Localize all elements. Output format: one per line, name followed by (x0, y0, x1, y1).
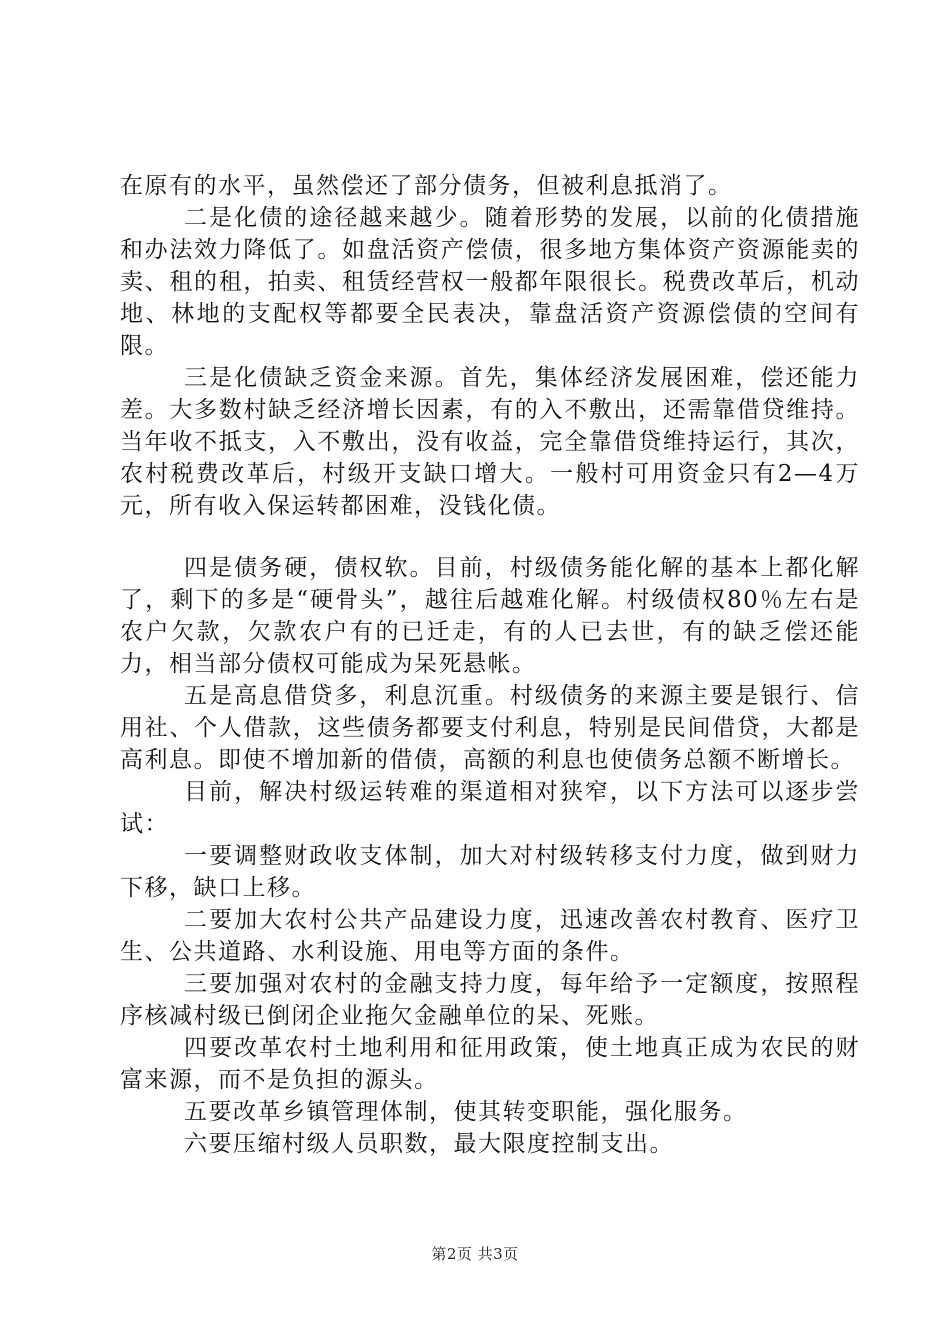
paragraph-solution-1: 一要调整财政收支体制，加大对村级转移支付力度，做到财力下移，缺口上移。 (120, 843, 860, 901)
paragraph-solution-5: 五要改革乡镇管理体制，使其转变职能，强化服务。 (184, 1099, 748, 1125)
document-body (120, 170, 860, 1160)
paragraph-hard-debts: 四是债务硬，债权软。目前，村级债务能化解的基本上都化解了，剩下的多是“硬骨头”，越往后越难化解。村级债权80％左右是农户欠款，欠款农户有的已迁走，有的人已去世，有的缺乏偿还能力，相当部分债权可能成为呆死悬帐。 (120, 555, 860, 677)
paragraph-debt-channels: 二是化债的途径越来越少。随着形势的发展，以前的化债措施和办法效力降低了。如盘活资产偿债，很多地方集体资产资源能卖的卖、租的租，拍卖、租赁经营权一般都年限很长。税费改革后，机动地、林地的支配权等都要全民表决，靠盘活资产资源偿债的空间有限。 (120, 205, 860, 359)
paragraph-continuation: 在原有的水平，虽然偿还了部分债务，但被利息抵消了。 (120, 173, 733, 199)
paragraph-solution-4: 四要改革农村土地利用和征用政策，使土地真正成为农民的财富来源，而不是负担的源头。 (120, 1035, 860, 1093)
paragraph-solutions-intro: 目前，解决村级运转难的渠道相对狭窄，以下方法可以逐步尝试： (120, 779, 860, 837)
paragraph-solution-6: 六要压缩村级人员职数，最大限度控制支出。 (184, 1131, 674, 1157)
page-number-footer: 第2页 共3页 (431, 1245, 519, 1263)
paragraph-funding-sources: 三是化债缺乏资金来源。首先，集体经济发展困难，偿还能力差。大多数村缺乏经济增长因素，有的入不敷出，还需靠借贷维持。当年收不抵支，入不敷出，没有收益，完全靠借贷维持运行，其次，农村税费改革后，村级开支缺口增大。一般村可用资金只有2—4万元，所有收入保运转都困难，没钱化债。 (120, 365, 860, 519)
paragraph-solution-3: 三要加强对农村的金融支持力度，每年给予一定额度，按照程序核减村级已倒闭企业拖欠金融单位的呆、死账。 (120, 971, 860, 1029)
paragraph-high-interest: 五是高息借贷多，利息沉重。村级债务的来源主要是银行、信用社、个人借款，这些债务都要支付利息，特别是民间借贷，大都是高利息。即使不增加新的借债，高额的利息也使债务总额不断增长。 (120, 683, 860, 773)
paragraph-solution-2: 二要加大农村公共产品建设力度，迅速改善农村教育、医疗卫生、公共道路、水利设施、用电等方面的条件。 (120, 907, 860, 965)
